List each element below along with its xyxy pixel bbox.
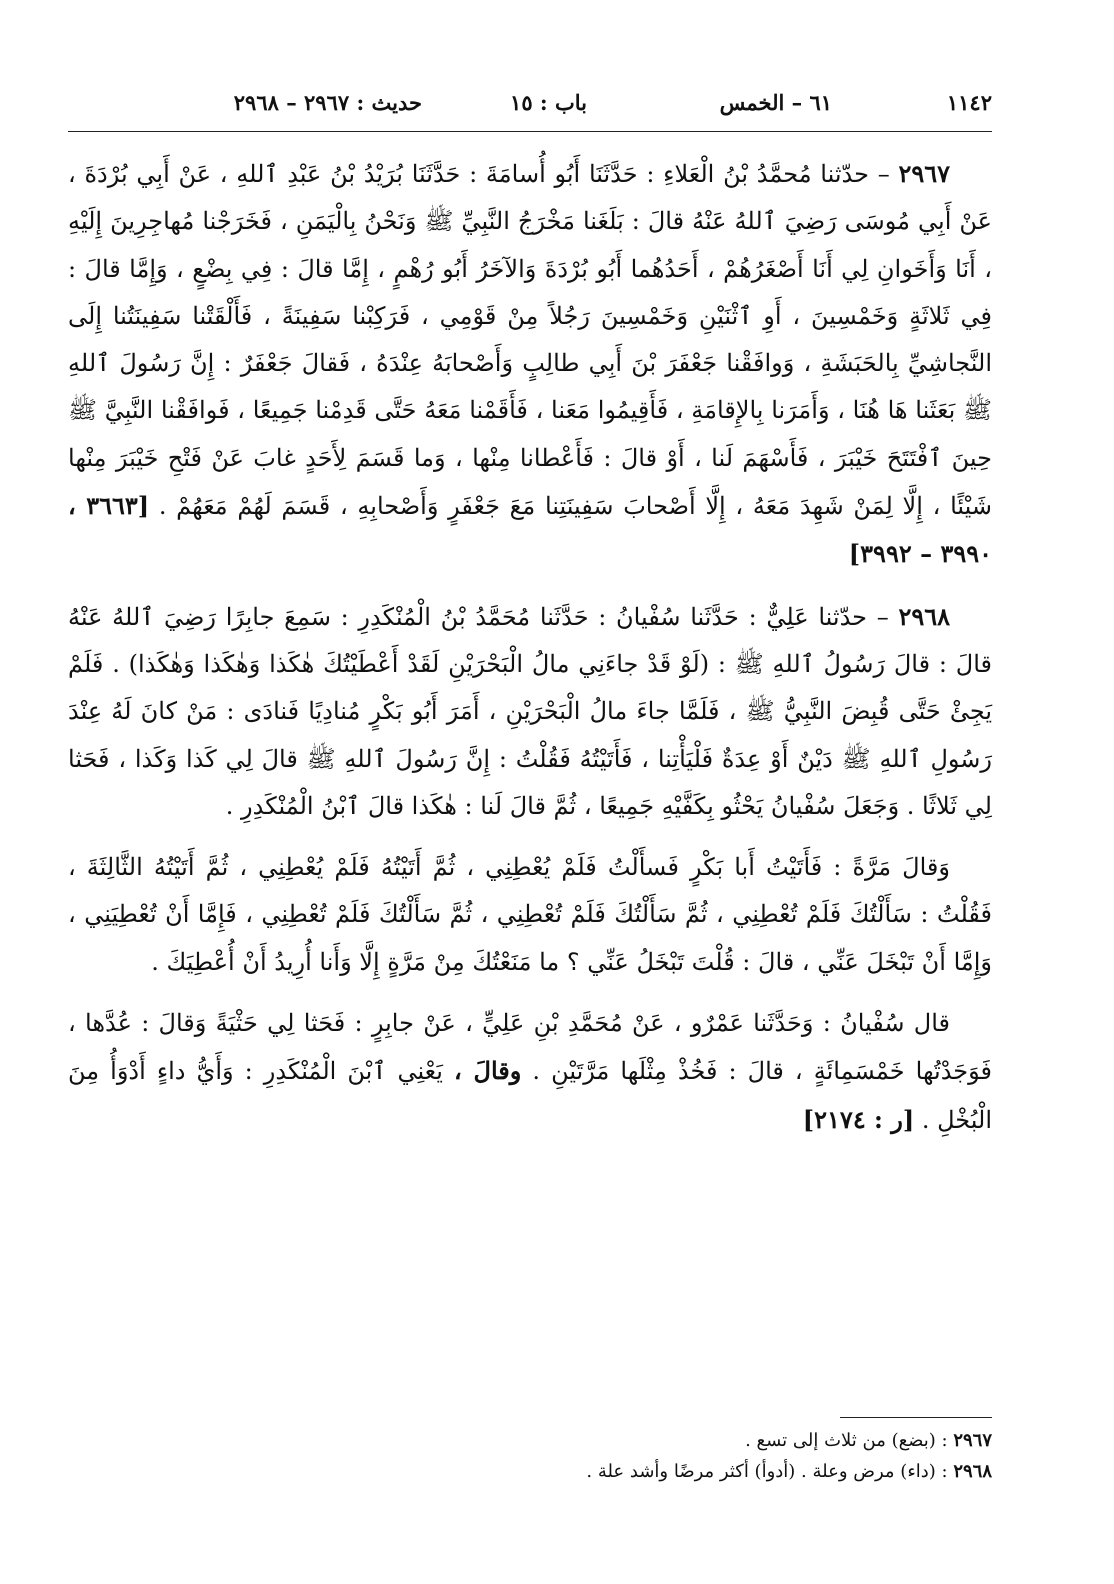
footnote-number: ٢٩٦٧ [953, 1430, 992, 1451]
footnote [68, 1456, 992, 1487]
hadith-number: ٢٩٦٨ [898, 601, 950, 631]
header-divider [68, 131, 992, 132]
hadith-number: ٢٩٦٧ [898, 159, 950, 188]
footnote-text: : (بضع) من ثلاث إلى تسع . [745, 1430, 954, 1451]
footnote-text: : (داء) مرض وعلة . (أدوأ) أكثر مرضًا وأشد علة . [586, 1461, 954, 1482]
hadith-text: – حدّثنا عَلِيٌّ : حَدَّثَنا سُفْيانُ : حَدَّثَنا مُحَمَّدُ بْنُ الْمُنْكَدِرِ : سَمِعَ جابِرًا رَضِيَ ٱللهُ عَنْهُ قالَ : قالَ رَسُولُ ٱللهِ ﷺ : (لَوْ قَدْ جاءَنِي مالُ الْبَحْرَيْنِ لَقَدْ أَعْطَيْتُكَ هٰكَذا وَهٰكَذا وَهٰكَذا) . فَلَمْ يَجِئْ حَتَّى قُبِضَ النَّبِيُّ ﷺ ، فَلَمَّا جاءَ مالُ الْبَحْرَيْنِ ، أَمَرَ أَبُو بَكْرٍ مُنادِيًا فَنادَى : مَنْ كانَ لَهُ عِنْدَ رَسُولِ ٱللهِ ﷺ دَيْنٌ أَوْ عِدَةٌ فَلْيَأْتِنا ، فَأَتَيْتُهُ فَقُلْتُ : إِنَّ رَسُولَ ٱللهِ ﷺ قالَ لِي كَذا وَكَذا ، فَحَثا لِي ثَلاثًا . وَجَعَلَ سُفْيانُ يَحْثُو بِكَفَّيْهِ جَمِيعًا ، ثُمَّ قالَ لَنا : هٰكَذا قالَ ٱبْنُ الْمُنْكَدِرِ . [68, 602, 992, 820]
hadith-2967 [68, 150, 992, 579]
footnote-divider [840, 1417, 992, 1418]
footnote-number: ٢٩٦٨ [953, 1461, 992, 1482]
hadith-range: حديث : ٢٩٦٧ – ٢٩٦٨ [233, 90, 422, 115]
page-number: ١١٤٢ [946, 90, 992, 115]
hadith-2968-continuation: وَقالَ مَرَّةً : فَأَتَيْتُ أَبا بَكْرٍ فَسأَلْتُ فَلَمْ يُعْطِنِي ، ثُمَّ أَتَيْتُهُ فَلَمْ يُعْطِنِي ، ثُمَّ أَتَيْتُهُ الثَّالِثَةَ ، فَقُلْتُ : سَأَلْتُكَ فَلَمْ تُعْطِنِي ، ثُمَّ سَأَلْتُكَ فَلَمْ تُعْطِنِي ، ثُمَّ سَأَلْتُكَ فَلَمْ تُعْطِنِي ، فَإِمَّا أَنْ تُعْطِيَنِي ، وَإِمَّا أَنْ تَبْخَلَ عَنِّي ، قالَ : قُلْتَ تَبْخَلُ عَنِّي ؟ ما مَنَعْتُكَ مِنْ مَرَّةٍ إِلَّا وَأَنا أُرِيدُ أَنْ أُعْطِيَكَ . [68, 853, 992, 976]
cross-reference: [ر : ٢١٧٤] [802, 1104, 915, 1134]
hadith-text: – حدّثنا مُحمَّدُ بْنُ الْعَلاءِ : حَدَّثَنَا أَبُو أُسامَةَ : حَدَّثَنَا بُرَيْدُ بْنُ عَبْدِ ٱللهِ ، عَنْ أَبِي بُرْدَةَ ، عَنْ أَبِي مُوسَى رَضِيَ ٱللهُ عَنْهُ قالَ : بَلَغَنا مَخْرَجُ النَّبِيِّ ﷺ وَنَحْنُ بِالْيَمَنِ ، فَخَرَجْنا مُهاجِرِينَ إِلَيْهِ ، أَنَا وَأَخَوانِ لِي أَنَا أَصْغَرُهُمْ ، أَحَدُهُما أَبُو بُرْدَةَ وَالآخَرُ أَبُو رُهْمٍ ، إِمَّا قالَ : فِي بِضْعٍ ، وَإِمَّا قالَ : فِي ثَلاثَةٍ وَخَمْسِينَ ، أَوِ ٱثْنَيْنِ وَخَمْسِينَ رَجُلاً مِنْ قَوْمِي ، فَرَكِبْنا سَفِينَةً ، فَأَلْقَتْنا سَفِينَتُنا إِلَى النَّجاشِيِّ بِالحَبَشَةِ ، وَوافَقْنا جَعْفَرَ بْنَ أَبِي طالِبٍ وَأَصْحابَهُ عِنْدَهُ ، فَقالَ جَعْفَرٌ : إِنَّ رَسُولَ ٱللهِ ﷺ بَعَثَنا هَا هُنَا ، وَأَمَرَنا بِالإِقامَةِ ، فَأَقِيمُوا مَعَنا ، فَأَقَمْنا مَعَهُ حَتَّى قَدِمْنا جَمِيعًا ، فَوافَقْنا النَّبِيَّ ﷺ حِينَ ٱفْتَتَحَ خَيْبَرَ ، فَأَسْهَمَ لَنا ، أَوْ قالَ : فَأَعْطانا مِنْها ، وَما قَسَمَ لِأَحَدٍ غابَ عَنْ فَتْحِ خَيْبَرَ مِنْها شَيْئًا ، إِلَّا لِمَنْ شَهِدَ مَعَهُ ، إِلَّا أَصْحابَ سَفِينَتِنا مَعَ جَعْفَرٍ وَأَصْحابِهِ ، قَسَمَ لَهُمْ مَعَهُمْ . [68, 160, 993, 521]
footnote [68, 1425, 992, 1456]
hadith-2968-sufyan-narration [68, 1000, 992, 1144]
narration-keyword: وقالَ ، [454, 1056, 522, 1086]
cross-reference: [٣٦٦٣ ، ٣٩٩٠ – ٣٩٩٢] [68, 491, 992, 569]
book-title: ٦١ – الخمس [719, 90, 832, 115]
chapter-number: باب : ١٥ [510, 90, 587, 115]
main-text [68, 150, 992, 1158]
running-header [68, 84, 992, 124]
narration-text: قال سُفْيانُ : وَحَدَّثَنا عَمْرٌو ، عَنْ مُحَمَّدِ بْنِ عَلِيٍّ ، عَنْ جابِرٍ : فَحَثا لِي حَثْيَةً وَقالَ : عُدَّها ، فَوَجَدْتُها خَمْسَمِائَةٍ ، قالَ : فَخُذْ مِثْلَها مَرَّتَيْنِ . [68, 1009, 992, 1086]
narration-text: يَعْنِي ٱبْنَ الْمُنْكَدِرِ : وَأَيُّ داءٍ أَدْوَأُ مِنَ الْبُخْلِ . [68, 1057, 992, 1134]
footnotes [68, 1425, 992, 1487]
hadith-2968 [68, 593, 992, 830]
